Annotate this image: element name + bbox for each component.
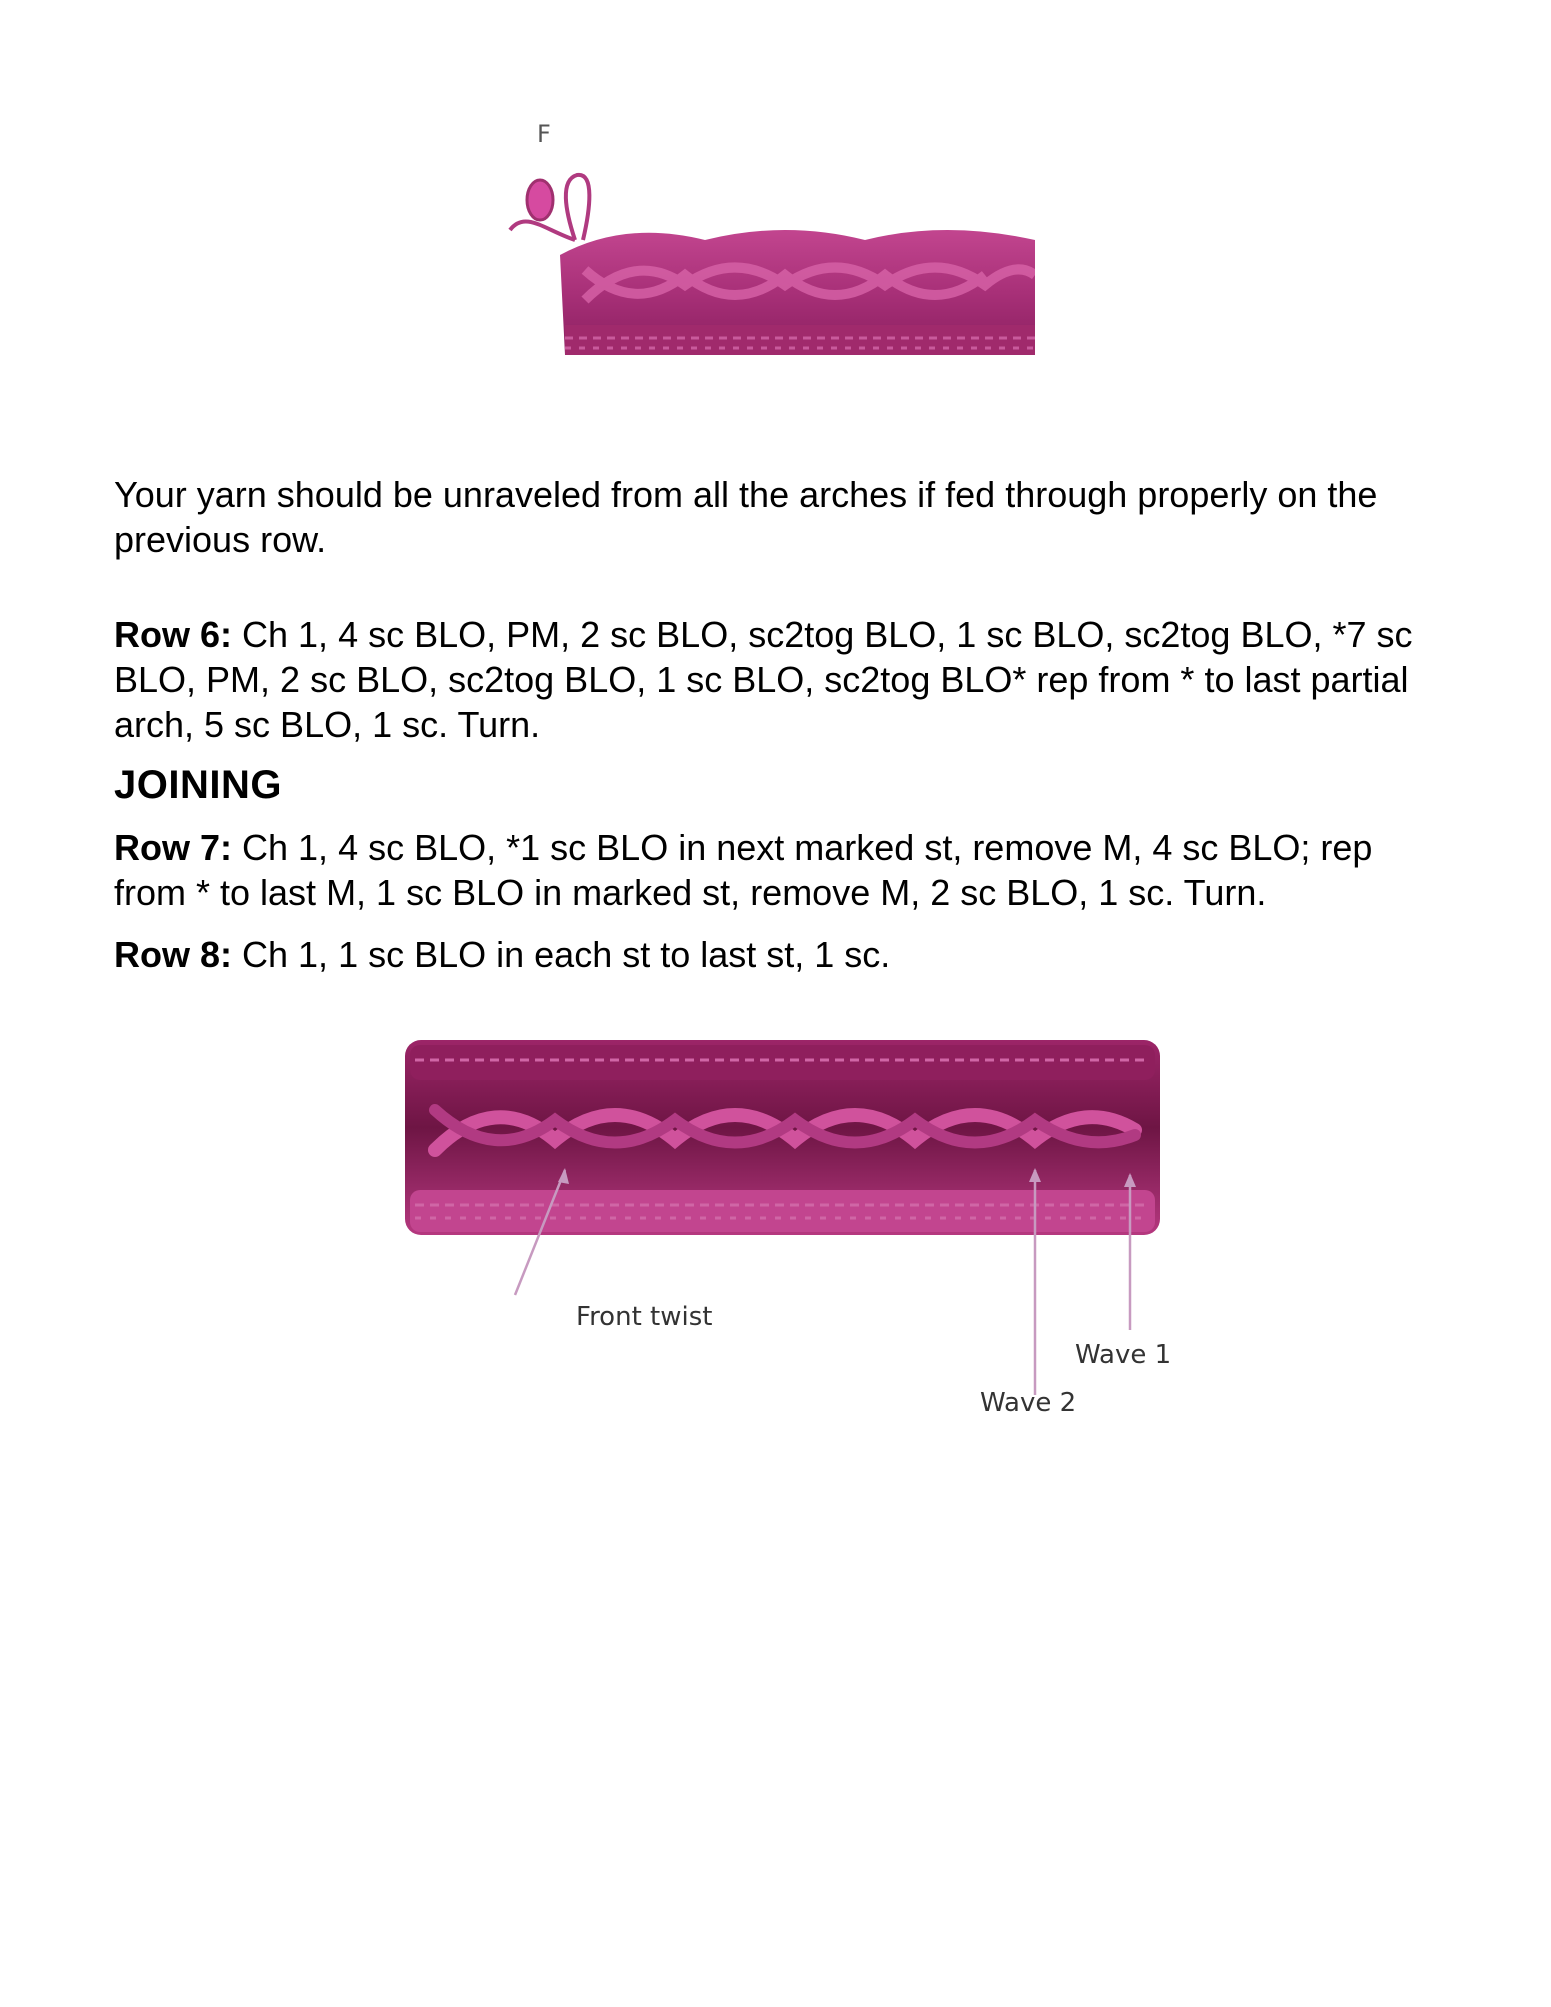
callout-wave-2: Wave 2	[980, 1388, 1077, 1418]
row-8-text: Ch 1, 1 sc BLO in each st to last st, 1 sc.	[232, 934, 891, 975]
figure-label: F	[537, 120, 551, 148]
callout-wave-1: Wave 1	[1075, 1340, 1172, 1370]
row-7-label: Row 7:	[114, 827, 233, 868]
figure-f-photo	[505, 100, 1035, 460]
row-6-text: Ch 1, 4 sc BLO, PM, 2 sc BLO, sc2tog BLO, 1 sc BLO, sc2tog BLO, *7 sc BLO, PM, 2 sc BLO, sc2tog BLO, 1 sc BLO, sc2tog BLO* rep from * to last partial arch, 5 sc BLO, 1 sc. Turn.	[114, 614, 1413, 745]
row-8-instruction	[114, 932, 1444, 977]
section-heading: JOINING	[114, 763, 282, 807]
row-7-instruction	[114, 825, 1444, 915]
intro-paragraph: Your yarn should be unraveled from all the arches if fed through properly on the previous row.	[114, 474, 1378, 560]
row-8-label: Row 8:	[114, 934, 233, 975]
row-7-text: Ch 1, 4 sc BLO, *1 sc BLO in next marked st, remove M, 4 sc BLO; rep from * to last M, 1 sc BLO in marked st, remove M, 2 sc BLO, 1 sc. Turn.	[114, 827, 1373, 913]
joined-band-photo	[395, 1030, 1195, 1450]
row-6-label: Row 6:	[114, 614, 233, 655]
row-6-instruction	[114, 612, 1444, 747]
callout-front-twist: Front twist	[576, 1302, 713, 1332]
